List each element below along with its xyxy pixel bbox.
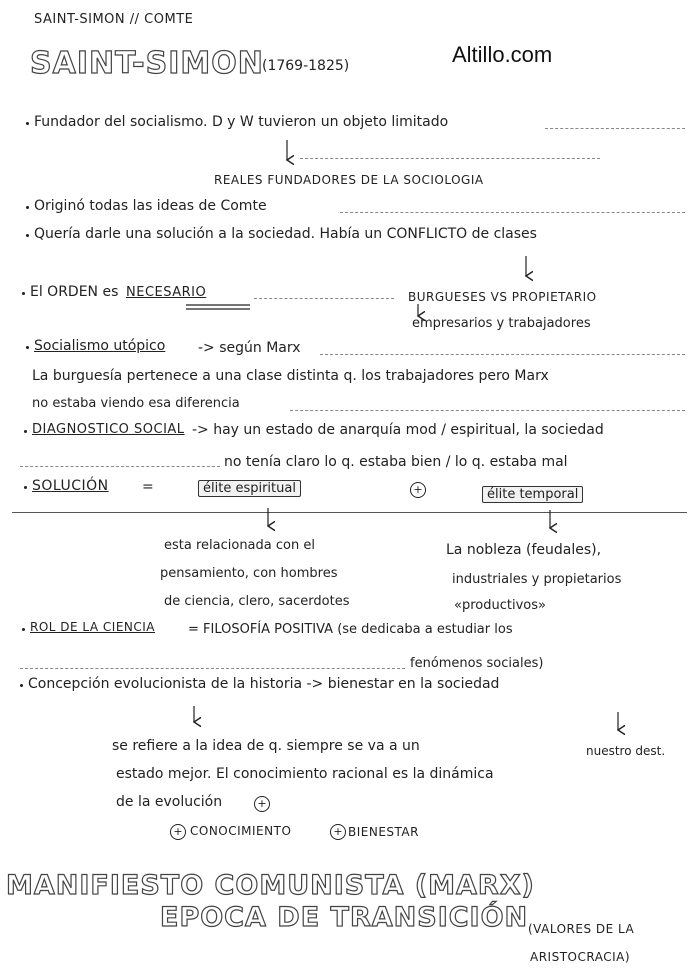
note-line: -> según Marx (198, 340, 301, 356)
note-line: no tenía claro lo q. estaba bien / lo q. estaba mal (224, 454, 568, 470)
note-line: industriales y propietarios (452, 572, 622, 587)
plus-circle-icon: + (330, 824, 346, 840)
note-line: esta relacionada con el (164, 538, 315, 553)
note-line: Concepción evolucionista de la historia -> bienestar en la sociedad (28, 676, 500, 692)
elite-espiritual-box: élite espiritual (198, 480, 301, 497)
note-line: nuestro dest. (586, 744, 666, 758)
note-line: Originó todas las ideas de Comte (34, 198, 267, 214)
note-line: El ORDEN es (30, 284, 119, 300)
note-line: se refiere a la idea de q. siempre se va a un (112, 738, 420, 754)
equals-sign: = (142, 479, 154, 495)
note-line: Quería darle una solución a la sociedad. Había un CONFLICTO de clases (34, 226, 537, 242)
note-line: empresarios y trabajadores (412, 316, 591, 331)
note-line: Fundador del socialismo. D y W tuvieron un objeto limitado (34, 114, 449, 130)
plus-circle-icon: + (410, 482, 426, 498)
small-title: SAINT-SIMON // COMTE (34, 12, 194, 27)
plus-circle-icon: + (170, 824, 186, 840)
note-line: «productivos» (454, 598, 546, 613)
note-line: REALES FUNDADORES DE LA SOCIOLOGIA (214, 173, 484, 187)
note-line: CONOCIMIENTO (190, 824, 292, 838)
note-line: La nobleza (feudales), (446, 542, 602, 558)
footer-note: (VALORES DE LA (528, 922, 635, 936)
note-line: fenómenos sociales) (410, 656, 544, 671)
underlined-term: SOLUCIÓN (32, 478, 109, 494)
big-title: SAINT-SIMON (30, 46, 264, 81)
site-logo: Altillo.com (452, 42, 553, 67)
note-line: -> hay un estado de anarquía mod / espiritual, la sociedad (192, 422, 604, 438)
note-line: estado mejor. El conocimiento racional es la dinámica (116, 766, 494, 782)
note-line: = FILOSOFÍA POSITIVA (se dedicaba a estudiar los (188, 622, 513, 637)
title-dates: (1769-1825) (262, 58, 350, 74)
underlined-term: DIAGNOSTICO SOCIAL (32, 422, 185, 437)
note-line: BIENESTAR (348, 825, 419, 839)
underlined-term: ROL DE LA CIENCIA (30, 620, 156, 634)
elite-temporal-box: élite temporal (482, 486, 583, 503)
note-line: no estaba viendo esa diferencia (32, 396, 240, 411)
footer-note: ARISTOCRACIA) (530, 950, 631, 964)
note-line: La burguesía pertenece a una clase distinta q. los trabajadores pero Marx (32, 368, 549, 384)
footer-title-2: EPOCA DE TRANSICIÓN (160, 902, 529, 933)
note-line: BURGUESES VS PROPIETARIO (408, 290, 597, 304)
note-line: de la evolución (116, 794, 223, 810)
plus-circle-icon: + (254, 796, 270, 812)
double-underline (186, 305, 250, 309)
underlined-term: Socialismo utópico (34, 338, 166, 354)
note-line: de ciencia, clero, sacerdotes (164, 594, 350, 609)
note-line: pensamiento, con hombres (160, 566, 338, 581)
footer-title-1: MANIFIESTO COMUNISTA (MARX) (6, 870, 535, 901)
underlined-term: NECESARIO (126, 285, 207, 300)
